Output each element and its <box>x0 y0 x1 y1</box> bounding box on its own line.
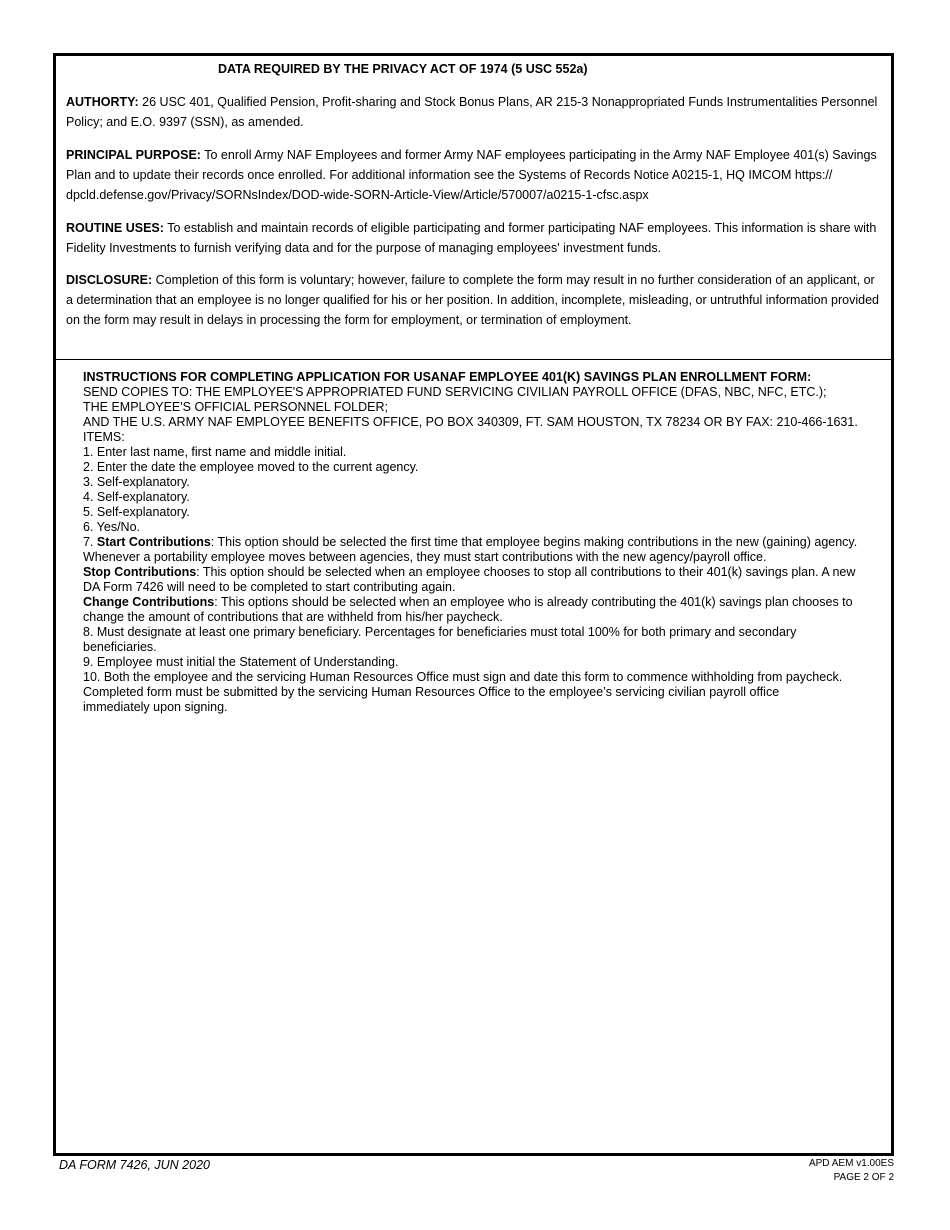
privacy-act-section <box>56 56 891 360</box>
start-contributions-text-2: Whenever a portability employee moves between agencies, they must start contributions with the new agency/payroll office. <box>83 550 767 564</box>
item-8-continued: beneficiaries. <box>83 640 157 654</box>
page-number: PAGE 2 OF 2 <box>833 1172 894 1183</box>
start-contributions-text: : This option should be selected the first time that employee begins making contributions in the new (gaining) agency. <box>210 535 858 549</box>
item-9: 9. Employee must initial the Statement of Understanding. <box>83 655 399 669</box>
footer-meta <box>809 1157 894 1185</box>
item-1: 1. Enter last name, first name and middle initial. <box>83 445 347 459</box>
item-10-continued-2: immediately upon signing. <box>83 700 228 714</box>
item-8: 8. Must designate at least one primary beneficiary. Percentages for beneficiaries must total 100% for both primary and secondary <box>83 625 797 639</box>
item-5: 5. Self-explanatory. <box>83 505 190 519</box>
form-id: DA FORM 7426, JUN 2020 <box>59 1158 210 1172</box>
items-label: ITEMS: <box>83 430 125 444</box>
authority-paragraph <box>66 92 881 132</box>
routine-uses-label: ROUTINE USES: <box>66 221 164 235</box>
instructions-section <box>83 370 873 715</box>
authority-text: 26 USC 401, Qualified Pension, Profit-sharing and Stock Bonus Plans, AR 215-3 Nonappropriated Funds Instrumentalities Personnel Policy; and E.O. 9397 (SSN), as amended. <box>66 95 878 129</box>
change-contributions-text-2: change the amount of contributions that are withheld from his/her paycheck. <box>83 610 503 624</box>
send-copies-line-3: AND THE U.S. ARMY NAF EMPLOYEE BENEFITS OFFICE, PO BOX 340309, FT. SAM HOUSTON, TX 78234 OR BY FAX: 210-466-1631. <box>83 415 858 429</box>
item-7-change <box>83 595 873 610</box>
change-contributions-text: : This options should be selected when an employee who is already contributing the 401(k) savings plan chooses to <box>214 595 853 609</box>
send-copies-line-1: SEND COPIES TO: THE EMPLOYEE'S APPROPRIATED FUND SERVICING CIVILIAN PAYROLL OFFICE (DFAS, NBC, NFC, ETC.); <box>83 385 827 399</box>
principal-purpose-text: To enroll Army NAF Employees and former Army NAF employees participating in the Army NAF Employee 401(s) Savings Plan and to update their records once enrolled. For additional information see the Systems of Records Notice A0215-1, HQ IMCOM https:// dpcld.defense.gov/Privacy/SORNsIndex/DOD-wide-SORN-Article-View/Article/570007/a0215-1-cfsc.aspx <box>66 148 877 202</box>
item-2: 2. Enter the date the employee moved to the current agency. <box>83 460 419 474</box>
routine-uses-paragraph <box>66 218 881 258</box>
item-6: 6. Yes/No. <box>83 520 140 534</box>
form-border <box>53 53 894 1156</box>
item-3: 3. Self-explanatory. <box>83 475 190 489</box>
principal-purpose-label: PRINCIPAL PURPOSE: <box>66 148 201 162</box>
privacy-act-title: DATA REQUIRED BY THE PRIVACY ACT OF 1974 (5 USC 552a) <box>218 62 588 76</box>
stop-contributions-text: : This option should be selected when an employee chooses to stop all contributions to their 401(k) savings plan. A new <box>196 565 856 579</box>
authority-label: AUTHORTY: <box>66 95 139 109</box>
change-contributions-label: Change Contributions <box>83 595 215 609</box>
item-4: 4. Self-explanatory. <box>83 490 190 504</box>
start-contributions-label: Start Contributions <box>96 535 211 549</box>
item-10: 10. Both the employee and the servicing Human Resources Office must sign and date this form to commence withholding from paycheck. <box>83 670 843 684</box>
item-7-prefix: 7. <box>83 535 97 549</box>
disclosure-paragraph <box>66 270 881 330</box>
instructions-heading: INSTRUCTIONS FOR COMPLETING APPLICATION FOR USANAF EMPLOYEE 401(K) SAVINGS PLAN ENROLLMENT FORM: <box>83 370 812 384</box>
item-7-start <box>83 535 873 550</box>
item-10-continued: Completed form must be submitted by the servicing Human Resources Office to the employee’s servicing civilian payroll office <box>83 685 780 699</box>
item-7-stop <box>83 565 873 580</box>
stop-contributions-label: Stop Contributions <box>83 565 197 579</box>
principal-purpose-paragraph <box>66 145 881 205</box>
stop-contributions-text-2: DA Form 7426 will need to be completed to start contributing again. <box>83 580 456 594</box>
send-copies-line-2: THE EMPLOYEE'S OFFICIAL PERSONNEL FOLDER; <box>83 400 388 414</box>
disclosure-label: DISCLOSURE: <box>66 273 153 287</box>
form-version: APD AEM v1.00ES <box>808 1158 894 1169</box>
disclosure-text: Completion of this form is voluntary; however, failure to complete the form may result in no further consideration of an applicant, or a determination that an employee is no longer qualified for his or her position. In addition, incomplete, misleading, or untruthful information provided on the form may result in delays in processing the form for employment, or termination of employment. <box>66 273 879 327</box>
routine-uses-text: To establish and maintain records of eligible participating and former participating NAF employees. This information is share with Fidelity Investments to furnish verifying data and for the purpose of managing employees' investment funds. <box>66 221 877 255</box>
